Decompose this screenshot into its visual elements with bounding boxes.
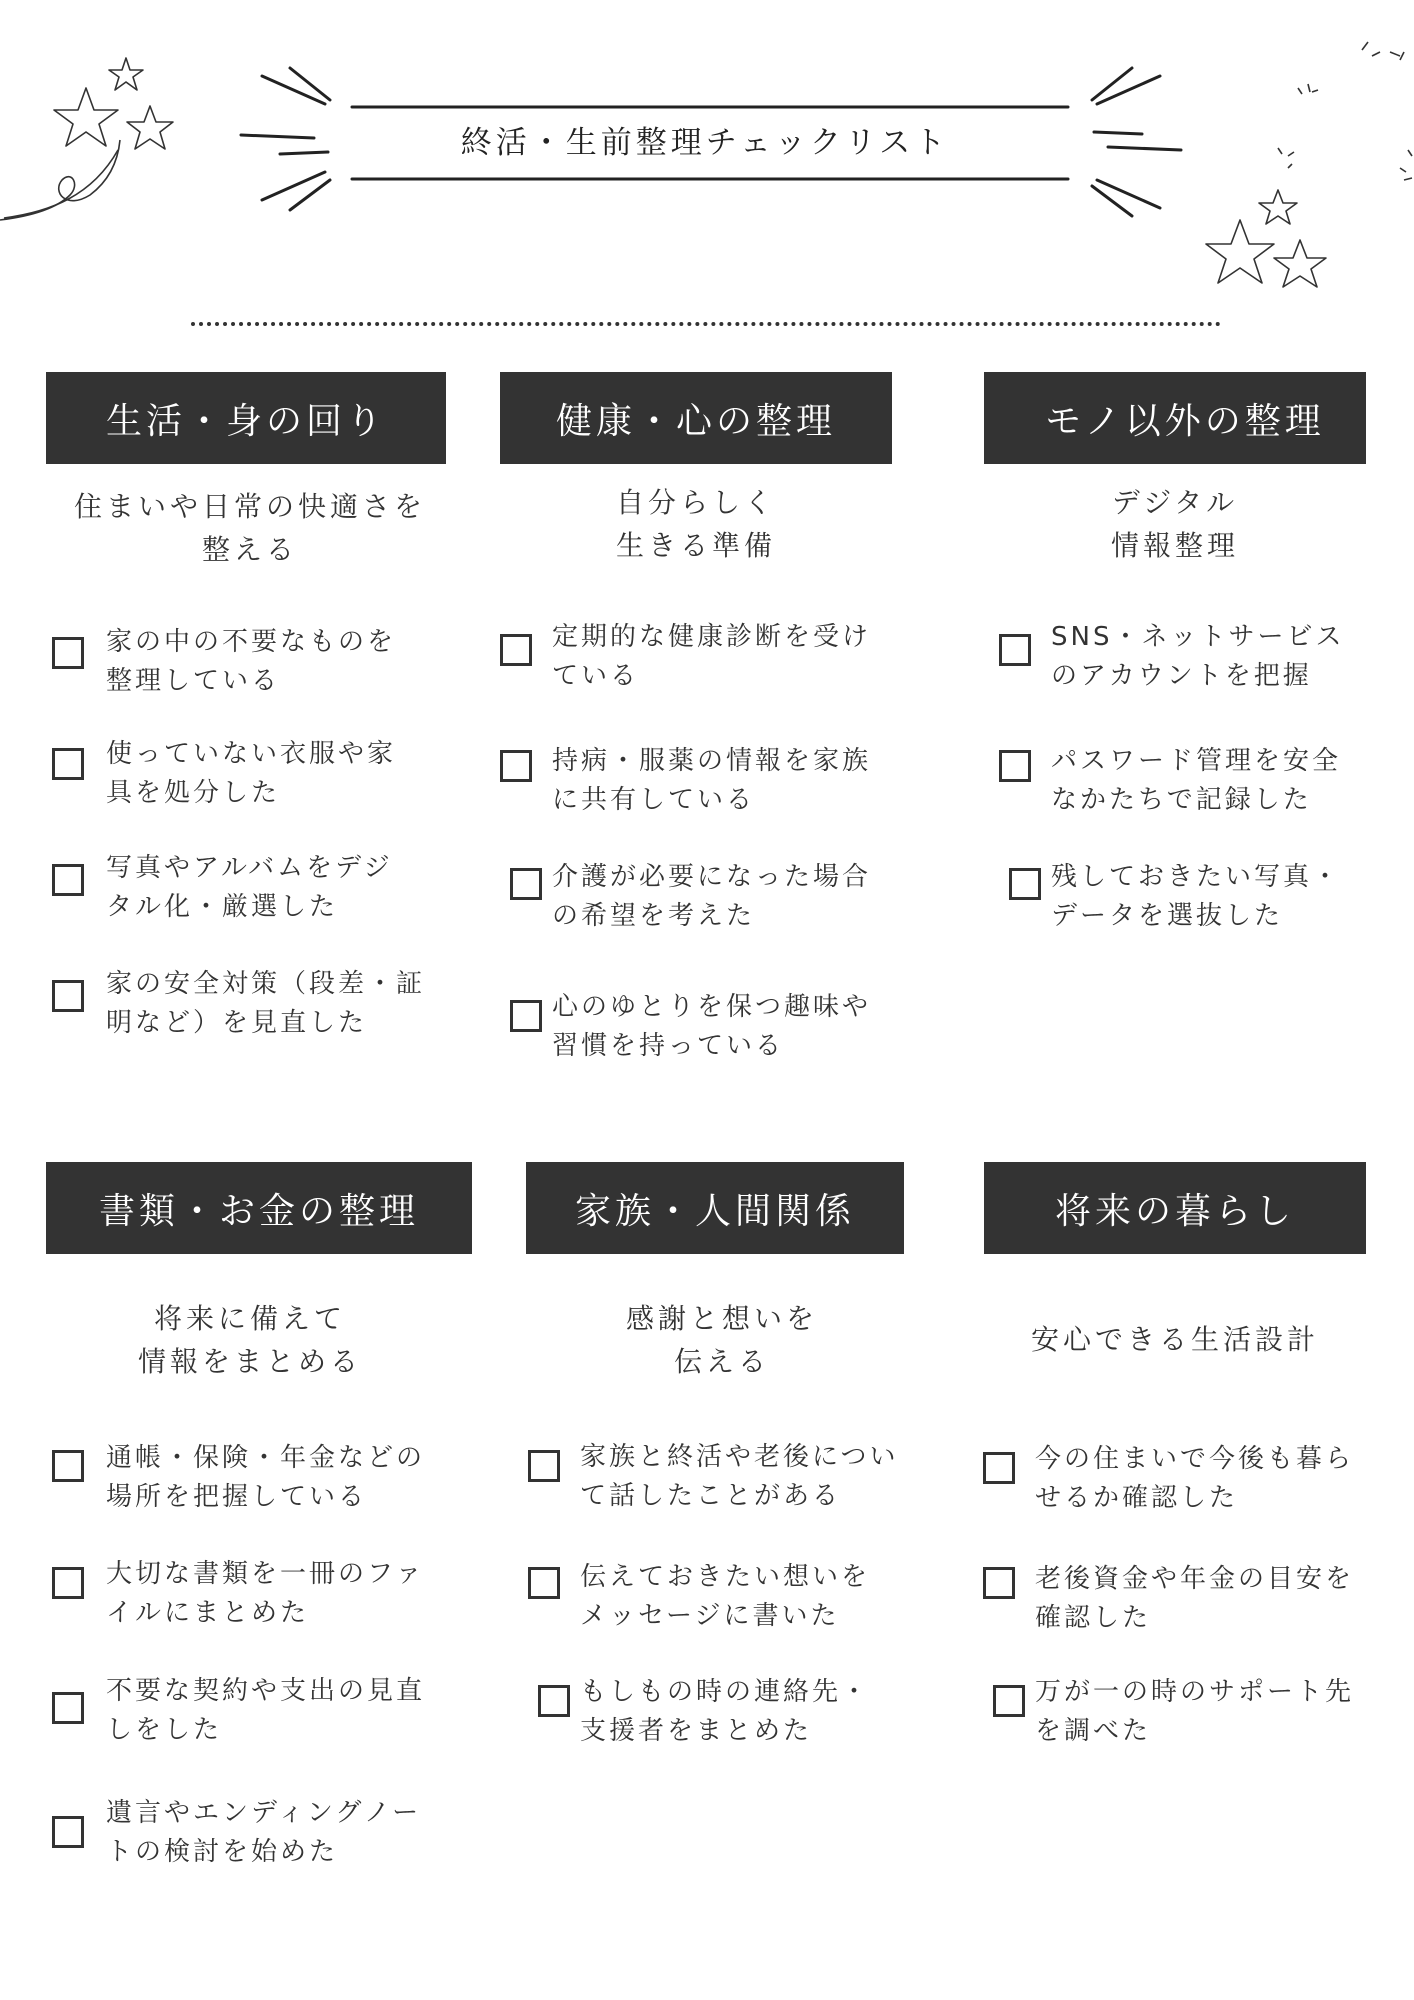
checkbox[interactable] bbox=[510, 868, 542, 900]
checkbox[interactable] bbox=[52, 1567, 84, 1599]
checkbox[interactable] bbox=[52, 637, 84, 669]
checkbox[interactable] bbox=[983, 1567, 1015, 1599]
checkbox[interactable] bbox=[993, 1685, 1025, 1717]
checkbox[interactable] bbox=[52, 1816, 84, 1848]
section-header: モノ以外の整理 bbox=[984, 372, 1366, 464]
checkbox[interactable] bbox=[999, 750, 1031, 782]
checkbox[interactable] bbox=[52, 980, 84, 1012]
checklist-item-label: 大切な書類を一冊のファ イルにまとめた bbox=[106, 1559, 425, 1628]
checklist-item-label: 今の住まいで今後も暮ら せるか確認した bbox=[1035, 1444, 1355, 1513]
checklist-item-label: 持病・服薬の情報を家族 に共有している bbox=[552, 746, 872, 815]
checklist-item-label: もしもの時の連絡先・ 支援者をまとめた bbox=[580, 1677, 871, 1746]
checklist-item-label: 通帳・保険・年金などの 場所を把握している bbox=[106, 1443, 426, 1512]
header-decoration bbox=[0, 0, 1414, 360]
section-subtitle: 住まいや日常の快適さを 整える bbox=[73, 490, 426, 566]
checkbox[interactable] bbox=[510, 1000, 542, 1032]
divider bbox=[191, 322, 1221, 326]
section-subtitle: デジタル 情報整理 bbox=[1110, 486, 1239, 562]
checklist-item-label: 介護が必要になった場合 の希望を考えた bbox=[552, 862, 872, 931]
checkbox[interactable] bbox=[500, 750, 532, 782]
checkbox[interactable] bbox=[500, 634, 532, 666]
checklist-item-label: 不要な契約や支出の見直 しをした bbox=[106, 1676, 426, 1745]
checkbox[interactable] bbox=[983, 1452, 1015, 1484]
checklist-item-label: 使っていない衣服や家 具を処分した bbox=[106, 739, 397, 808]
checkbox[interactable] bbox=[528, 1567, 560, 1599]
checkbox[interactable] bbox=[52, 1450, 84, 1482]
section-header: 書類・お金の整理 bbox=[46, 1162, 472, 1254]
section-header: 生活・身の回り bbox=[46, 372, 446, 464]
checkbox[interactable] bbox=[52, 864, 84, 896]
star-icon bbox=[54, 58, 1326, 287]
checkbox[interactable] bbox=[1009, 868, 1041, 900]
checkbox[interactable] bbox=[52, 1692, 84, 1724]
checklist-item-label: 定期的な健康診断を受け ている bbox=[552, 622, 872, 691]
checkbox[interactable] bbox=[528, 1450, 560, 1482]
page-title: 終活・生前整理チェックリスト bbox=[460, 125, 950, 161]
checklist-item-label: 写真やアルバムをデジ タル化・厳選した bbox=[106, 853, 393, 922]
checklist-item-label: 万が一の時のサポート先 を調べた bbox=[1035, 1677, 1355, 1746]
checklist-item-label: 遺言やエンディングノー トの検討を始めた bbox=[106, 1798, 422, 1867]
checkbox[interactable] bbox=[999, 634, 1031, 666]
checklist-item-label: 老後資金や年金の目安を 確認した bbox=[1035, 1564, 1355, 1633]
checkbox[interactable] bbox=[538, 1685, 570, 1717]
section-header: 家族・人間関係 bbox=[526, 1162, 904, 1254]
section-subtitle: 安心できる生活設計 bbox=[1030, 1323, 1319, 1356]
checklist-item-label: 家の中の不要なものを 整理している bbox=[106, 627, 397, 696]
section-header: 健康・心の整理 bbox=[500, 372, 892, 464]
checklist-item-label: 家の安全対策（段差・証 明など）を見直した bbox=[106, 969, 426, 1038]
section-subtitle: 感謝と想いを 伝える bbox=[625, 1302, 818, 1378]
checklist-item-label: 心のゆとりを保つ趣味や 習慣を持っている bbox=[552, 992, 872, 1061]
checkbox[interactable] bbox=[52, 748, 84, 780]
checklist-item-label: 家族と終活や老後につい て話したことがある bbox=[580, 1442, 899, 1511]
checklist-item-label: 伝えておきたい想いを メッセージに書いた bbox=[580, 1562, 871, 1631]
checklist-item-label: SNS・ネットサービス のアカウントを把握 bbox=[1051, 622, 1345, 691]
section-subtitle: 将来に備えて 情報をまとめる bbox=[137, 1302, 362, 1378]
checklist-item-label: 残しておきたい写真・ データを選抜した bbox=[1051, 862, 1342, 931]
section-header: 将来の暮らし bbox=[984, 1162, 1366, 1254]
checklist-item-label: パスワード管理を安全 なかたちで記録した bbox=[1051, 746, 1342, 815]
section-subtitle: 自分らしく 生きる準備 bbox=[615, 486, 776, 562]
